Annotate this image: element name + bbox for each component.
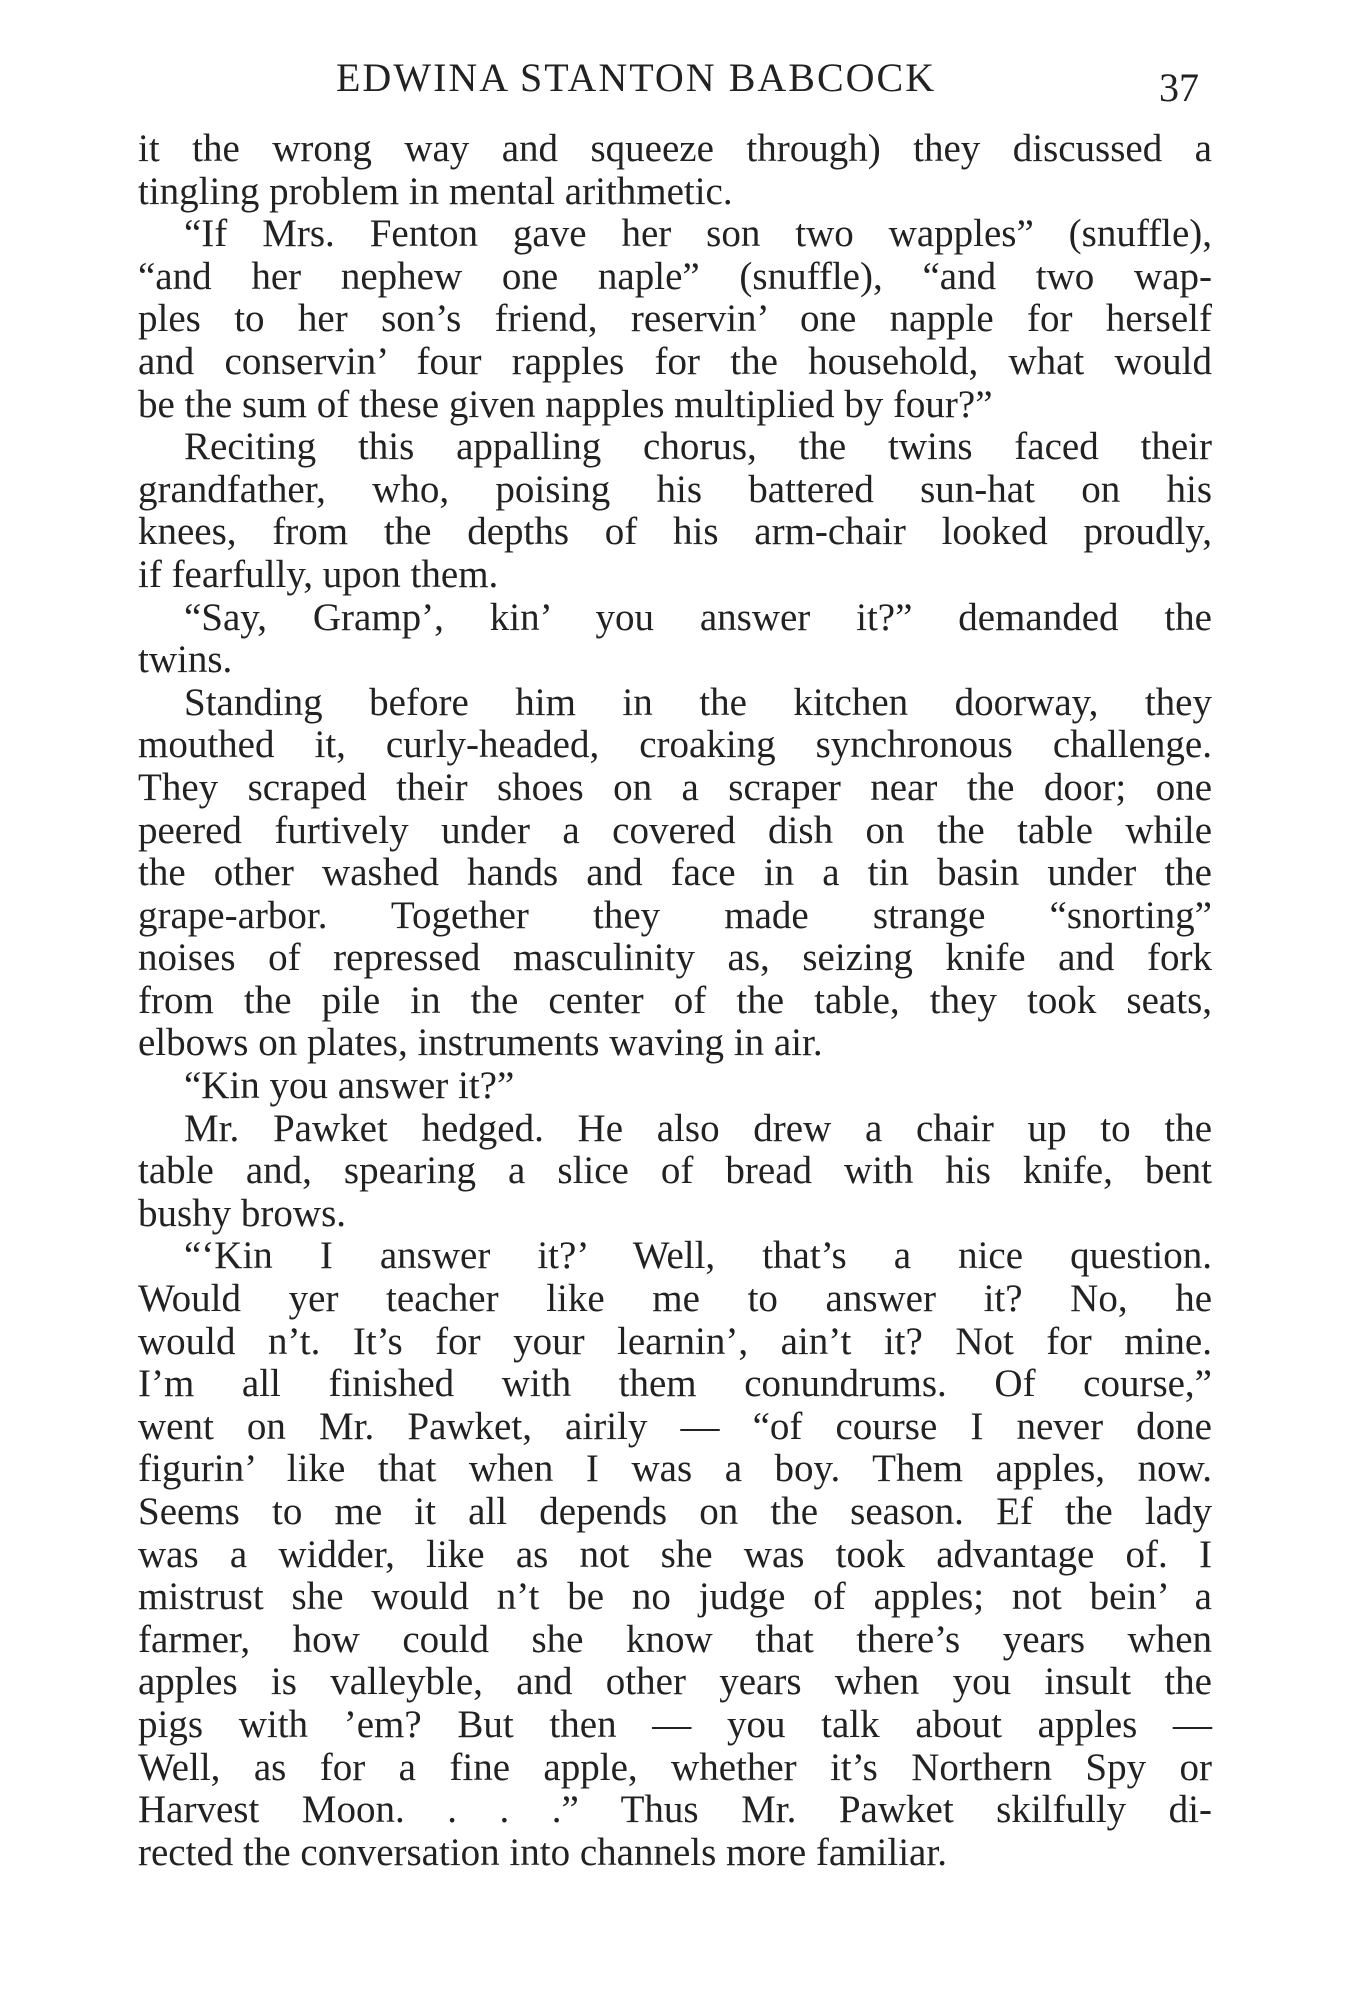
text-line: if fearfully, upon them.: [138, 552, 499, 596]
text-line: apples is valleyble, and other years when you insult the: [138, 1660, 1212, 1704]
text-line: “If Mrs. Fenton gave her son two wapples” (snuffle),: [184, 212, 1212, 256]
text-line: table and, spearing a slice of bread with his knife, bent: [138, 1149, 1212, 1193]
text-line: Harvest Moon. . . .” Thus Mr. Pawket skilfully di-: [138, 1788, 1212, 1832]
text-line: and conservin’ four rapples for the household, what would: [138, 339, 1212, 383]
text-line: “‘Kin I answer it?’ Well, that’s a nice question.: [184, 1234, 1212, 1278]
text-line: Well, as for a fine apple, whether it’s Northern Spy or: [138, 1745, 1212, 1789]
text-line: “Kin you answer it?”: [184, 1064, 515, 1108]
text-line: Would yer teacher like me to answer it? No, he: [138, 1277, 1212, 1321]
text-line: “and her nephew one naple” (snuffle), “and two wap-: [138, 254, 1212, 298]
text-line: Seems to me it all depends on the season. Ef the lady: [138, 1490, 1212, 1533]
running-head-title: EDWINA STANTON BABCOCK: [336, 55, 937, 100]
text-line: grape-arbor. Together they made strange “snorting”: [138, 893, 1212, 937]
text-line: grandfather, who, poising his battered sun-hat on his: [138, 467, 1212, 511]
text-line: farmer, how could she know that there’s years when: [138, 1617, 1212, 1661]
running-head: [0, 48, 1349, 108]
text-line: would n’t. It’s for your learnin’, ain’t it? Not for mine.: [138, 1319, 1212, 1363]
text-line: mouthed it, curly-headed, croaking synchronous challenge.: [138, 723, 1212, 767]
text-line: went on Mr. Pawket, airily — “of course I never done: [138, 1404, 1212, 1448]
text-line: knees, from the depths of his arm-chair looked proudly,: [138, 510, 1212, 554]
text-line: twins.: [138, 638, 233, 682]
text-line: tingling problem in mental arithmetic.: [138, 169, 733, 213]
text-line: mistrust she would n’t be no judge of apples; not bein’ a: [138, 1575, 1212, 1619]
text-line: Standing before him in the kitchen doorway, they: [184, 680, 1212, 724]
text-line: peered furtively under a covered dish on the table while: [138, 808, 1212, 852]
page-number: 37: [1159, 65, 1199, 110]
text-line: I’m all finished with them conundrums. Of course,”: [138, 1362, 1212, 1406]
text-line: was a widder, like as not she was took advantage of. I: [138, 1532, 1212, 1576]
text-line: noises of repressed masculinity as, seizing knife and fork: [138, 936, 1212, 980]
text-line: elbows on plates, instruments waving in air.: [138, 1021, 823, 1065]
body-text: [138, 128, 1212, 1874]
text-line: figurin’ like that when I was a boy. Them apples, now.: [138, 1447, 1212, 1491]
text-line: the other washed hands and face in a tin basin under the: [138, 851, 1212, 895]
text-line: pigs with ’em? But then — you talk about apples —: [138, 1702, 1212, 1746]
text-line: “Say, Gramp’, kin’ you answer it?” demanded the: [184, 595, 1212, 639]
text-line: it the wrong way and squeeze through) they discussed a: [138, 127, 1212, 170]
text-line: They scraped their shoes on a scraper near the door; one: [138, 765, 1212, 809]
text-line: bushy brows.: [138, 1191, 347, 1235]
text-line: from the pile in the center of the table, they took seats,: [138, 978, 1212, 1022]
text-line: Mr. Pawket hedged. He also drew a chair up to the: [184, 1106, 1212, 1150]
text-line: be the sum of these given napples multiplied by four?”: [138, 382, 993, 426]
text-line: ples to her son’s friend, reservin’ one napple for herself: [138, 297, 1212, 341]
text-line: rected the conversation into channels more familiar.: [138, 1830, 947, 1874]
text-line: Reciting this appalling chorus, the twins faced their: [184, 425, 1212, 469]
